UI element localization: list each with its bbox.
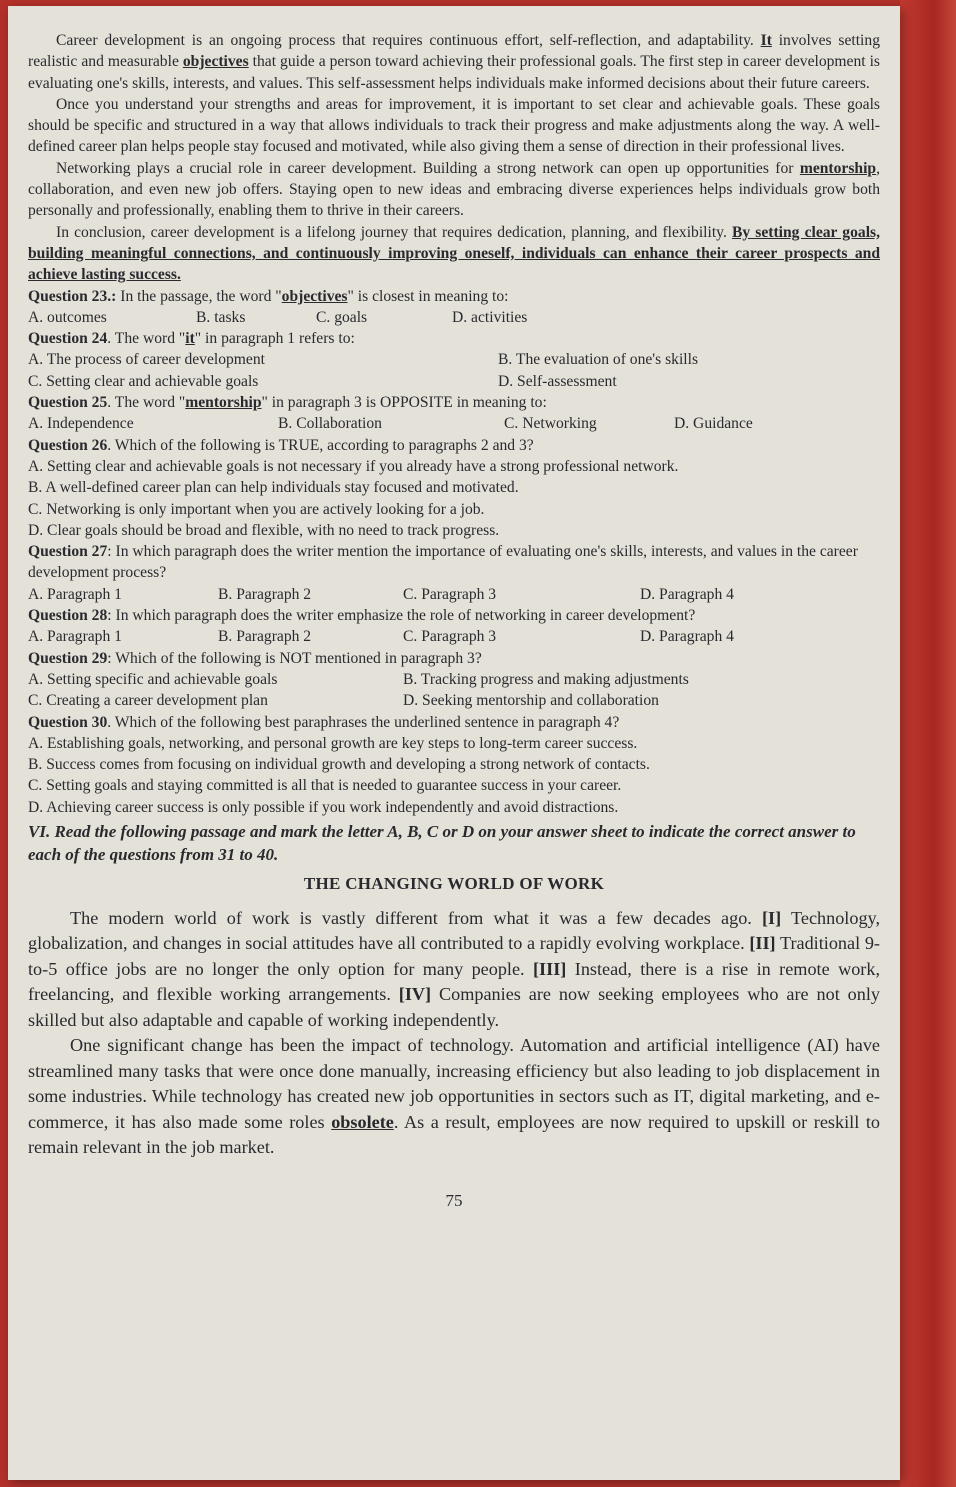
marker-iii: [III]: [533, 958, 567, 979]
option-d: D. Achieving career success is only possible if you work independently and avoid distractions.: [28, 798, 619, 816]
question-27: Question 27: In which paragraph does the writer mention the importance of evaluating one's skills, interests, and values in the career development process?: [28, 543, 858, 582]
question-27-options: [28, 584, 880, 605]
underlined-word-mentorship: mentorship: [799, 159, 877, 177]
option-c: C. Setting goals and staying committed is all that is needed to guarantee success in your career.: [28, 777, 622, 795]
underlined-word-it: It: [760, 32, 772, 49]
option-c: C. Networking: [504, 415, 597, 433]
option-b: B. Paragraph 2: [218, 585, 312, 603]
option-a: A. Establishing goals, networking, and personal growth are key steps to long-term career success.: [28, 734, 638, 752]
option-c: C. Paragraph 3: [403, 628, 497, 646]
question-23: Question 23.: In the passage, the word "objectives" is closest in meaning to:: [28, 287, 509, 305]
passage-title: THE CHANGING WORLD OF WORK: [303, 873, 605, 893]
option-d: D. Paragraph 4: [640, 628, 734, 646]
underlined-sentence: By setting clear goals, building meaningful connections, and continuously improving oneself, individuals can enhance their career prospects and achieve lasting success.: [28, 223, 880, 284]
option-d: D. Clear goals should be broad and flexible, with no need to track progress.: [28, 521, 500, 539]
question-24-options: [28, 349, 880, 392]
question-25: Question 25. The word "mentorship" in paragraph 3 is OPPOSITE in meaning to:: [28, 394, 547, 412]
option-b: B. Tracking progress and making adjustments: [403, 670, 689, 688]
book-page: [8, 6, 900, 1480]
passage-paragraph-4: In conclusion, career development is a lifelong journey that requires dedication, planning, and flexibility. By setting clear goals, building meaningful connections, and continuously improving oneself, individuals can enhance their career prospects and achieve lasting success.: [28, 223, 880, 284]
question-28: Question 28: In which paragraph does the writer emphasize the role of networking in career development?: [28, 607, 696, 625]
option-c: C. goals: [316, 308, 368, 326]
question-30: Question 30. Which of the following best paraphrases the underlined sentence in paragraph 4?: [28, 713, 620, 731]
question-25-options: [28, 413, 880, 434]
option-d: D. activities: [452, 308, 528, 326]
section-instruction: VI. Read the following passage and mark the letter A, B, C or D on your answer sheet to indicate the correct answer to each of the questions from 31 to 40.: [28, 821, 856, 864]
question-26: Question 26. Which of the following is TRUE, according to paragraphs 2 and 3?: [28, 436, 534, 454]
passage-paragraph-2: Once you understand your strengths and areas for improvement, it is important to set clear and achievable goals. These goals should be specific and structured in a way that allows individuals to track their progress and make adjustments along the way. A well-defined career plan helps people stay focused and motivated, while also giving them a sense of direction in their professional lives.: [28, 95, 880, 156]
option-b: B. A well-defined career plan can help individuals stay focused and motivated.: [28, 479, 519, 497]
question-29-options: [28, 669, 880, 712]
option-a: A. outcomes: [28, 308, 107, 326]
passage-paragraph-3: Networking plays a crucial role in career development. Building a strong network can open up opportunities for mentorship, collaboration, and even new job offers. Staying open to new ideas and embracing diverse experiences helps individuals grow both personally and professionally, enabling them to thrive in their careers.: [28, 159, 880, 220]
option-d: D. Self-assessment: [498, 372, 617, 390]
option-b: B. Collaboration: [278, 415, 382, 433]
option-d: D. Seeking mentorship and collaboration: [403, 692, 659, 710]
option-b: B. The evaluation of one's skills: [498, 351, 699, 369]
underlined-word-obsolete: obsolete: [331, 1111, 394, 1132]
marker-i: [I]: [762, 907, 782, 928]
option-a: A. Setting clear and achievable goals is not necessary if you already have a strong professional network.: [28, 457, 679, 475]
option-c: C. Networking is only important when you are actively looking for a job.: [28, 500, 485, 518]
question-29: Question 29: Which of the following is NOT mentioned in paragraph 3?: [28, 649, 482, 667]
option-c: C. Setting clear and achievable goals: [28, 372, 259, 390]
option-d: D. Paragraph 4: [640, 585, 734, 603]
option-b: B. Success comes from focusing on individual growth and developing a strong network of contacts.: [28, 756, 650, 774]
question-24: Question 24. The word "it" in paragraph 1 refers to:: [28, 330, 355, 348]
passage2-paragraph-1: The modern world of work is vastly different from what it was a few decades ago. [I] Technology, globalization, and changes in social attitudes have all contributed to a rapidly evolving workplace. [II] Traditional 9-to-5 office jobs are no longer the only option for many people. [III] Instead, there is a rise in remote work, freelancing, and flexible working arrangements. [IV] Companies are now seeking employees who are not only skilled but also adaptable and capable of working independently.: [28, 907, 880, 1030]
option-b: B. tasks: [196, 308, 246, 326]
question-28-options: [28, 626, 880, 647]
option-c: C. Creating a career development plan: [28, 692, 268, 710]
question-23-options: [28, 307, 880, 328]
option-a: A. Paragraph 1: [28, 585, 122, 603]
option-c: C. Paragraph 3: [403, 585, 497, 603]
marker-iv: [IV]: [398, 984, 432, 1005]
option-d: D. Guidance: [674, 415, 753, 433]
option-a: A. Paragraph 1: [28, 628, 122, 646]
option-a: A. The process of career development: [28, 351, 265, 369]
page-content: [28, 30, 880, 1211]
page-number: 75: [445, 1190, 463, 1210]
option-a: A. Independence: [28, 415, 134, 433]
option-a: A. Setting specific and achievable goals: [28, 670, 278, 688]
marker-ii: [II]: [749, 933, 776, 954]
underlined-word-objectives: objectives: [182, 53, 249, 71]
fabric-background: [900, 0, 956, 1487]
passage2-paragraph-2: One significant change has been the impact of technology. Automation and artificial intelligence (AI) have streamlined many tasks that were once done manually, increasing efficiency but also leading to job displacement in some industries. While technology has created new job opportunities in sectors such as IT, digital marketing, and e-commerce, it has also made some roles obsolete. As a result, employees are now required to upskill or reskill to remain relevant in the job market.: [28, 1035, 880, 1158]
passage-paragraph-1: Career development is an ongoing process that requires continuous effort, self-reflection, and adaptability. It involves setting realistic and measurable objectives that guide a person toward achieving their professional goals. The first step in career development is evaluating one's skills, interests, and values. This self-assessment helps individuals make informed decisions about their future careers.: [28, 32, 880, 92]
option-b: B. Paragraph 2: [218, 628, 312, 646]
